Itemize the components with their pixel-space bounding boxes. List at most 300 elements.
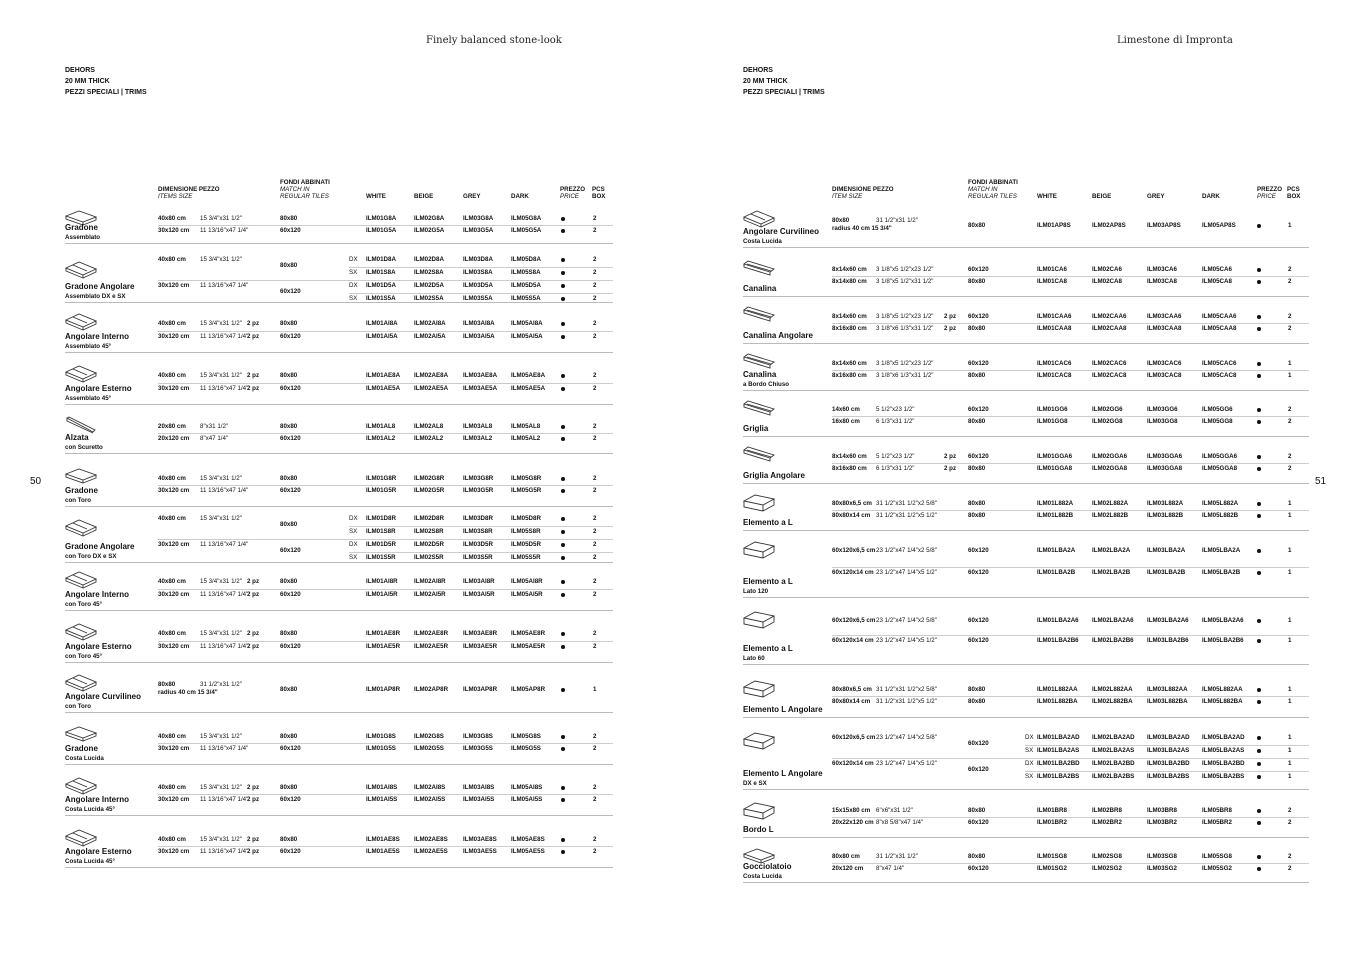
price-dot (1257, 749, 1261, 753)
pcs-per-box: 2 (593, 332, 597, 340)
item-size: 30x120 cm (158, 226, 190, 234)
product-code: ILM02SG2 (1092, 865, 1122, 872)
price-dot (1257, 639, 1261, 643)
product-code: ILM05LBA2A (1202, 547, 1241, 554)
item-size-inch: 3 1/8"x5 1/2"x23 1/2" (876, 359, 934, 367)
pcs-per-box: 2 (593, 294, 597, 302)
product-code: ILM05S5A (511, 294, 541, 302)
pcs-per-box: 2 (593, 434, 597, 442)
product-code: ILM01AI8A (366, 320, 398, 327)
pcs-per-box: 2 (593, 590, 597, 598)
item-size: 30x120 cm (158, 281, 190, 289)
price-dot (1257, 571, 1261, 575)
product-code: ILM05AE8A (511, 372, 546, 379)
match-tile-size: 60x120 (968, 406, 989, 413)
product-code: ILM01L882B (1037, 511, 1074, 519)
product-code: ILM01G5R (366, 487, 397, 494)
item-size: 14x60 cm (832, 406, 860, 413)
pieces-per-set: 2 pz (944, 324, 957, 332)
item-size: 60x120x14 cm (832, 637, 874, 644)
item-size-inch: 15 3/4"x31 1/2" (200, 214, 242, 222)
header-dark: DARK (511, 193, 529, 200)
header-price (1257, 186, 1282, 200)
product-code: ILM03D8R (463, 514, 493, 522)
product-code: ILM01G5S (366, 745, 396, 752)
product-code: ILM02CA8 (1092, 278, 1122, 285)
pcs-per-box: 2 (593, 848, 597, 855)
match-tile-size: 80x80 (280, 320, 298, 327)
product-group (65, 411, 613, 454)
inner-corner-trim-icon (65, 313, 97, 328)
section-line: PEZZI SPECIALI | TRIMS (65, 89, 147, 96)
product-code: ILM01SG8 (1037, 853, 1067, 860)
product-code: ILM03AI5A (463, 332, 495, 340)
product-code: ILM02S5A (414, 294, 444, 302)
product-code: ILM01BR2 (1037, 819, 1067, 826)
product-code: ILM03GG8 (1147, 418, 1178, 425)
pcs-per-box: 2 (593, 527, 597, 535)
product-name: Angolare Esterno (65, 384, 132, 393)
item-size-inch: 8"x31 1/2" (200, 422, 229, 430)
product-code: ILM01AE8R (366, 630, 401, 637)
match-tile-size: 80x80 (280, 784, 298, 791)
product-code: ILM03CAA8 (1147, 324, 1182, 332)
product-code: ILM05S8A (511, 268, 541, 276)
product-name: Angolare Curvilineo (65, 692, 142, 701)
price-dot (561, 489, 565, 493)
match-tile-size: 80x80 (280, 372, 298, 379)
pcs-per-box: 2 (593, 384, 597, 392)
product-group (743, 348, 1309, 391)
item-size: 8x14x60 cm (832, 266, 867, 273)
item-size-inch: 8"x47 1/4" (200, 434, 229, 442)
product-code: ILM02L882A (1092, 499, 1129, 507)
item-size: 8x16x80 cm (832, 324, 867, 332)
product-code: ILM01AE5A (366, 384, 401, 392)
product-code: ILM03L882BA (1147, 698, 1188, 705)
product-code: ILM01S8R (366, 527, 396, 535)
price-dot (561, 632, 565, 636)
product-code: ILM05SG2 (1202, 865, 1232, 872)
product-code: ILM03L882B (1147, 511, 1184, 519)
pieces-per-set: 2 pz (247, 836, 260, 843)
product-code: ILM01SG2 (1037, 865, 1067, 872)
product-code: ILM05D8A (511, 255, 541, 263)
product-code: ILM01GG8 (1037, 418, 1068, 425)
header-box-label: BOX (1287, 193, 1301, 200)
item-size-inch: 8"x8 5/8"x47 1/4" (876, 819, 924, 826)
item-size-inch: 3 1/8"x5 1/2"x23 1/2" (876, 266, 934, 273)
product-code: ILM02AP8S (1092, 221, 1126, 229)
product-code: ILM03AP8S (1147, 221, 1181, 229)
channel-trim-icon (743, 260, 775, 275)
product-code: ILM02L882BA (1092, 698, 1133, 705)
item-size-inch: 11 13/16"x47 1/4" (200, 332, 249, 340)
l-edge-trim-icon (743, 801, 775, 816)
running-head: Limestone di Impronta (1117, 35, 1233, 46)
match-tile-size: 60x120 (280, 642, 301, 650)
product-subtitle: Costa Lucida 45° (65, 806, 115, 813)
match-tile-size: 60x120 (968, 312, 989, 320)
product-code: ILM02AE8S (414, 836, 448, 843)
product-code: ILM03G5S (463, 745, 493, 752)
product-code: ILM01D5R (366, 540, 396, 548)
section-line: PEZZI SPECIALI | TRIMS (743, 89, 825, 96)
product-code: ILM05LBA2AS (1202, 747, 1245, 754)
match-tile-size: 60x120 (968, 266, 989, 273)
product-code: ILM03G8A (463, 214, 494, 222)
product-code: ILM02D8A (414, 255, 444, 263)
item-size-inch: 15 3/4"x31 1/2" (200, 514, 242, 522)
pcs-per-box: 2 (593, 320, 597, 327)
product-code: ILM02LBA2B (1092, 568, 1131, 576)
product-code: ILM05CAA6 (1202, 312, 1237, 320)
product-code: ILM02G5S (414, 745, 444, 752)
product-group (65, 721, 613, 765)
product-code: ILM01CAC8 (1037, 371, 1072, 379)
product-code: ILM02AE5S (414, 848, 448, 855)
product-code: ILM02L882AA (1092, 686, 1133, 693)
product-code: ILM03AE8R (463, 630, 498, 637)
product-code: ILM03D8A (463, 255, 493, 263)
product-code: ILM01AI5A (366, 332, 398, 340)
product-code: ILM02S8R (414, 527, 444, 535)
product-group (65, 669, 613, 713)
item-size: 40x80 cm (158, 836, 186, 843)
section-line: DEHORS (743, 67, 773, 74)
product-code: ILM01AP8S (1037, 221, 1071, 229)
product-group (743, 255, 1309, 297)
item-size: 30x120 cm (158, 848, 190, 855)
header-dimension-label: DIMENSIONE PEZZO (832, 186, 894, 193)
row-divider (158, 331, 613, 332)
match-tile-size: 80x80 (280, 733, 298, 740)
product-name: Elemento L Angolare (743, 705, 823, 714)
product-code: ILM03AI8S (463, 784, 495, 791)
header-white: WHITE (366, 193, 386, 200)
side-label: DX (1025, 734, 1034, 741)
product-code: ILM03GGA8 (1147, 464, 1183, 472)
product-code: ILM05LBA2B6 (1202, 637, 1244, 644)
row-divider (1025, 745, 1309, 746)
product-code: ILM02GGA8 (1092, 464, 1128, 472)
product-code: ILM01G8A (366, 214, 397, 222)
product-code: ILM01LBA2A (1037, 547, 1076, 554)
price-dot (561, 530, 565, 534)
header-price-label: PREZZO (560, 186, 586, 193)
item-size: 8x14x60 cm (832, 312, 867, 320)
item-size-inch: 31 1/2"x31 1/2" (876, 216, 918, 224)
page-number: 51 (1315, 476, 1327, 487)
price-dot (561, 688, 565, 692)
item-size: 80x80 (158, 681, 176, 688)
product-name: Canalina (743, 370, 777, 379)
row-divider (158, 641, 613, 642)
match-tile-size: 60x120 (280, 546, 301, 554)
product-subtitle: Assemblato (65, 234, 101, 241)
product-code: ILM03CA6 (1147, 266, 1177, 273)
row-divider (158, 539, 613, 540)
product-name: Angolare Interno (65, 795, 130, 804)
l-element-120-trim-icon (743, 540, 775, 555)
corner-channel-trim-icon (743, 306, 775, 321)
row-divider (158, 383, 613, 384)
pieces-per-set: 2 pz (247, 796, 260, 803)
pieces-per-set: 2 pz (944, 452, 957, 460)
product-subtitle: con Scuretto (65, 444, 103, 451)
pcs-per-box: 2 (1288, 819, 1292, 826)
product-code: ILM03LBA2A6 (1147, 617, 1189, 624)
product-code: ILM02D5R (414, 540, 444, 548)
product-group (65, 256, 613, 303)
product-code: ILM02G5R (414, 487, 445, 494)
product-code: ILM05AL8 (511, 422, 541, 430)
item-size: 40x80 cm (158, 733, 186, 740)
price-dot (1257, 619, 1261, 623)
pieces-per-set: 2 pz (247, 332, 260, 340)
match-tile-size: 80x80 (280, 686, 298, 693)
match-tile-size: 80x80 (280, 261, 298, 269)
pcs-per-box: 1 (1288, 499, 1292, 507)
item-size-inch: 31 1/2"x31 1/2"x5 1/2" (876, 511, 937, 519)
pcs-per-box: 2 (1288, 865, 1292, 872)
pcs-per-box: 2 (593, 745, 597, 752)
product-code: ILM01CA8 (1037, 278, 1067, 285)
item-size-inch: 3 1/8"x5 1/2"x23 1/2" (876, 312, 934, 320)
product-code: ILM05CAC8 (1202, 371, 1237, 379)
product-code: ILM02AI8A (414, 320, 446, 327)
row-divider (832, 323, 1309, 324)
product-code: ILM05D5A (511, 281, 541, 289)
right-page (678, 0, 1356, 959)
header-price-en: PRICE (1257, 193, 1276, 200)
header-fondi (280, 179, 330, 200)
price-dot (561, 645, 565, 649)
product-code: ILM02AI8S (414, 784, 446, 791)
product-group (65, 514, 613, 563)
product-code: ILM02GG8 (1092, 418, 1123, 425)
price-dot (561, 850, 565, 854)
price-dot (1257, 688, 1261, 692)
pcs-per-box: 2 (1288, 418, 1292, 425)
pcs-per-box: 2 (593, 630, 597, 637)
match-tile-size: 80x80 (968, 278, 986, 285)
product-code: ILM05SG8 (1202, 853, 1232, 860)
item-size: 30x120 cm (158, 796, 190, 803)
row-divider (832, 635, 1309, 636)
product-code: ILM02SG8 (1092, 853, 1122, 860)
item-size: 80x80x6,5 cm (832, 686, 872, 693)
product-code: ILM05LBA2A6 (1202, 617, 1244, 624)
header-price-label: PREZZO (1257, 186, 1283, 193)
product-code: ILM03L882A (1147, 499, 1184, 507)
price-dot (561, 747, 565, 751)
match-tile-size: 60x120 (280, 434, 301, 442)
price-dot (1257, 502, 1261, 506)
row-divider (158, 485, 613, 486)
product-code: ILM05CA8 (1202, 278, 1232, 285)
product-code: ILM05G8S (511, 733, 541, 740)
product-name: Griglia (743, 424, 769, 433)
match-tile-size: 80x80 (968, 499, 986, 507)
product-code: ILM02AI5R (414, 590, 446, 598)
product-code: ILM05AP8R (511, 686, 546, 693)
match-tile-size: 80x80 (968, 698, 986, 705)
item-size: 60x120x6,5 cm (832, 617, 876, 624)
item-size-inch: 6"x6"x31 1/2" (876, 807, 913, 814)
product-code: ILM02AI8R (414, 578, 446, 585)
product-code: ILM01LBA2B6 (1037, 637, 1079, 644)
l-element-60-trim-icon (743, 610, 775, 625)
product-code: ILM03SG8 (1147, 853, 1177, 860)
product-code: ILM05AE8R (511, 630, 546, 637)
product-code: ILM01L882BA (1037, 698, 1078, 705)
side-label: DX (1025, 760, 1034, 767)
product-code: ILM03GGA6 (1147, 452, 1183, 460)
price-dot (1257, 775, 1261, 779)
product-code: ILM05BR8 (1202, 807, 1232, 814)
row-divider (158, 280, 613, 281)
header-dimension-en: ITEMS SIZE (158, 193, 193, 200)
match-tile-size: 60x120 (280, 487, 301, 494)
product-code: ILM02CAA6 (1092, 312, 1127, 320)
product-name: Canalina (743, 284, 777, 293)
product-group (743, 796, 1309, 838)
pieces-per-set: 2 pz (247, 848, 260, 855)
product-group (743, 674, 1309, 718)
item-size-inch: 23 1/2"x47 1/4"x2 5/8" (876, 734, 937, 741)
product-name: Alzata (65, 433, 89, 442)
product-group (65, 824, 613, 868)
match-tile-size: 80x80 (280, 422, 298, 430)
section-line: 20 MM THICK (65, 78, 110, 85)
product-name: Angolare Esterno (65, 847, 132, 856)
item-size: 15x15x80 cm (832, 807, 871, 814)
bullnose-inner-corner-trim-icon (65, 571, 97, 586)
pcs-per-box: 1 (1288, 686, 1292, 693)
pcs-per-box: 2 (593, 475, 597, 482)
price-dot (1257, 700, 1261, 704)
item-size: 8x16x80 cm (832, 464, 867, 472)
product-subtitle: Assemblato DX e SX (65, 293, 126, 300)
match-tile-size: 60x120 (968, 568, 989, 576)
match-tile-size: 60x120 (968, 452, 989, 460)
drip-edge-trim-icon (743, 848, 775, 863)
row-divider (158, 225, 613, 226)
product-code: ILM03G8S (463, 733, 493, 740)
header-dimension-en: ITEM SIZE (832, 193, 863, 200)
pcs-per-box: 2 (1288, 266, 1292, 273)
pcs-per-box: 2 (593, 514, 597, 522)
product-group (65, 772, 613, 816)
product-code: ILM01BR8 (1037, 807, 1067, 814)
pcs-per-box: 1 (1288, 747, 1292, 754)
row-divider (158, 846, 613, 847)
product-code: ILM05D5R (511, 540, 541, 548)
row-divider (832, 510, 1309, 511)
product-name: Elemento a L (743, 644, 793, 653)
product-code: ILM03D5A (463, 281, 493, 289)
bullnose-corner-step-trim-icon (65, 519, 97, 534)
item-size-inch: 11 13/16"x47 1/4" (200, 848, 249, 855)
match-tile-size: 60x120 (280, 848, 301, 855)
product-code: ILM02LBA2AD (1092, 734, 1135, 741)
product-name: Gradone Angolare (65, 282, 135, 291)
product-code: ILM03AE8A (463, 372, 498, 379)
item-size: 40x80 cm (158, 475, 186, 482)
product-code: ILM05L882B (1202, 511, 1239, 519)
item-size-inch: 15 3/4"x31 1/2" (200, 372, 242, 379)
product-code: ILM03LBA2AD (1147, 734, 1190, 741)
item-size-inch: 15 3/4"x31 1/2" (200, 836, 242, 843)
product-code: ILM03S5R (463, 553, 493, 561)
product-code: ILM01LBA2BD (1037, 760, 1080, 767)
product-group (65, 618, 613, 663)
product-code: ILM02BR8 (1092, 807, 1122, 814)
product-code: ILM05AI8S (511, 784, 543, 791)
product-subtitle: Assemblato 45° (65, 395, 112, 402)
price-dot (561, 477, 565, 481)
match-tile-size: 80x80 (968, 324, 986, 332)
product-subtitle: con Toro (65, 497, 92, 504)
header-fondi-en2: REGULAR TILES (968, 193, 1017, 200)
side-label: SX (1025, 773, 1034, 780)
item-size: 40x80 cm (158, 784, 186, 791)
product-subtitle: con Toro 45° (65, 601, 103, 608)
l-element-trim-icon (743, 493, 775, 508)
match-tile-size: 60x120 (280, 590, 301, 598)
product-code: ILM05LBA2B (1202, 568, 1241, 576)
item-size-inch: 3 1/8"x5 1/2"x31 1/2" (876, 278, 934, 285)
product-code: ILM01AI8R (366, 578, 398, 585)
bullnose-outer-corner-trim-icon (65, 623, 97, 638)
product-code: ILM05AI8A (511, 320, 543, 327)
pcs-per-box: 2 (593, 796, 597, 803)
product-code: ILM03AE5A (463, 384, 498, 392)
product-group (743, 488, 1309, 531)
product-subtitle: DX e SX (743, 780, 767, 787)
price-dot (561, 735, 565, 739)
product-code: ILM02CA6 (1092, 266, 1122, 273)
side-label: SX (349, 553, 358, 561)
item-size-inch: 23 1/2"x47 1/4"x5 1/2" (876, 760, 937, 767)
match-tile-size: 60x120 (968, 766, 989, 773)
product-code: ILM05D8R (511, 514, 541, 522)
polished-inner-corner-trim-icon (65, 777, 97, 792)
row-divider (832, 416, 1309, 417)
product-subtitle: Costa Lucida (65, 755, 104, 762)
polished-step-trim-icon (65, 726, 97, 741)
item-size: 20x22x120 cm (832, 819, 874, 826)
header-price-en: PRICE (560, 193, 579, 200)
product-code: ILM03AI5R (463, 590, 495, 598)
product-code: ILM02CAC8 (1092, 371, 1127, 379)
product-code: ILM01S5A (366, 294, 396, 302)
price-dot (561, 798, 565, 802)
item-size: 60x120x14 cm (832, 568, 874, 576)
product-code: ILM05LBA2BS (1202, 773, 1245, 780)
product-group (65, 463, 613, 507)
pcs-per-box: 2 (1288, 324, 1292, 332)
product-group (743, 605, 1309, 665)
header-beige: BEIGE (1092, 193, 1112, 200)
header-pcs-label: PCS (1287, 186, 1300, 193)
product-code: ILM03D5R (463, 540, 493, 548)
item-size: 40x80 cm (158, 320, 186, 327)
product-code: ILM02AE5R (414, 642, 449, 650)
riser-trim-icon (65, 416, 97, 431)
product-code: ILM02LBA2A6 (1092, 617, 1134, 624)
